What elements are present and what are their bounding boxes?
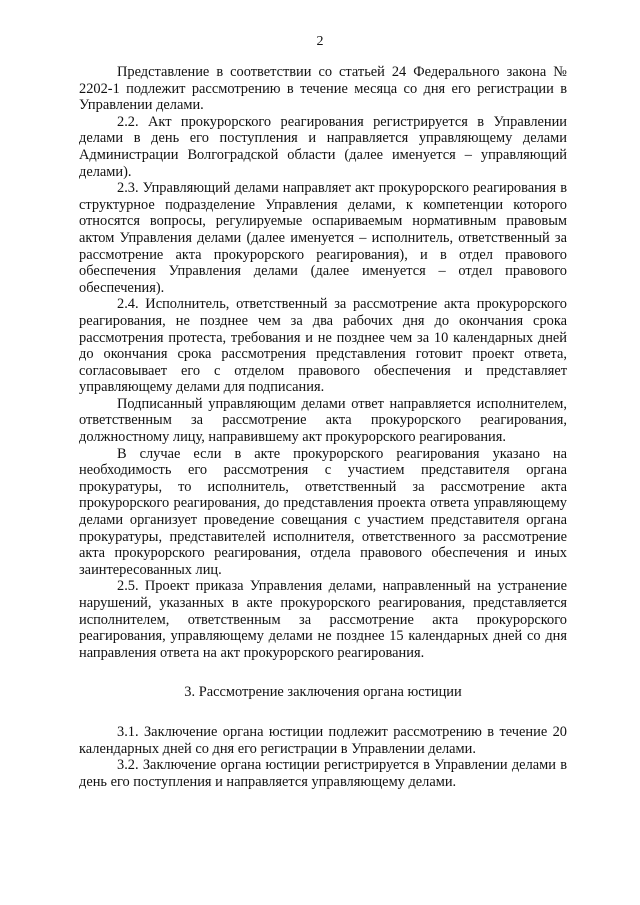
paragraph-signed-answer: Подписанный управляющим делами ответ направляется исполнителем, ответственным за рассмотрение акта прокурорского реагирования, должностному лицу, направившему акт прокурорского реагирования. xyxy=(79,395,567,446)
document-body xyxy=(79,64,567,790)
paragraph-prosecutor-meeting: В случае если в акте прокурорского реагирования указано на необходимость его рассмотрения с участием представителя органа прокуратуры, то исполнитель, ответственный за рассмотрение акта прокурорского реагирования, до представления проекта ответа управляющему делами организует проведение совещания с участием представителя органа прокуратуры, представителей исполнителя, ответственного за рассмотрение акта прокурорского реагирования, отдела правового обеспечения и иных заинтересованных лиц. xyxy=(79,445,567,578)
page-number: 2 xyxy=(316,34,324,49)
paragraph-3-2: 3.2. Заключение органа юстиции регистрируется в Управлении делами в день его поступления и направляется управляющему делами. xyxy=(79,757,567,790)
paragraph-representation-review: Представление в соответствии со статьей 24 Федерального закона № 2202-1 подлежит рассмотрению в течение месяца со дня его регистрации в Управлении делами. xyxy=(79,64,567,114)
paragraph-2-4: 2.4. Исполнитель, ответственный за рассмотрение акта прокурорского реагирования, не позднее чем за два рабочих дня до окончания срока рассмотрения протеста, требования и не позднее чем за 10 календарных дней до окончания срока рассмотрения представления готовит проект ответа, согласовывает его с отделом правового обеспечения и представляет управляющему делами для подписания. xyxy=(79,296,567,396)
paragraph-2-2: 2.2. Акт прокурорского реагирования регистрируется в Управлении делами в день его поступления и направляется управляющему делами Администрации Волгоградской области (далее именуется – управляющий делами). xyxy=(79,113,567,180)
section-heading-3: 3. Рассмотрение заключения органа юстиции xyxy=(184,684,462,701)
paragraph-2-5: 2.5. Проект приказа Управления делами, направленный на устранение нарушений, указанных в акте прокурорского реагирования, представляется исполнителем, ответственным за рассмотрение акта прокурорского реагирования, управляющему делами не позднее 15 календарных дней со дня направления ответа на акт прокурорского реагирования. xyxy=(79,578,567,661)
paragraph-2-3: 2.3. Управляющий делами направляет акт прокурорского реагирования в структурное подразделение Управления делами, к компетенции которого относятся вопросы, регулируемые оспариваемым нормативным правовым актом Управления делами (далее именуется – исполнитель, ответственный за рассмотрение акта прокурорского реагирования), и в отдел правового обеспечения Управления делами (далее именуется – отдел правового обеспечения). xyxy=(79,180,567,296)
paragraph-3-1: 3.1. Заключение органа юстиции подлежит рассмотрению в течение 20 календарных дней со дня его регистрации в Управлении делами. xyxy=(79,723,567,757)
